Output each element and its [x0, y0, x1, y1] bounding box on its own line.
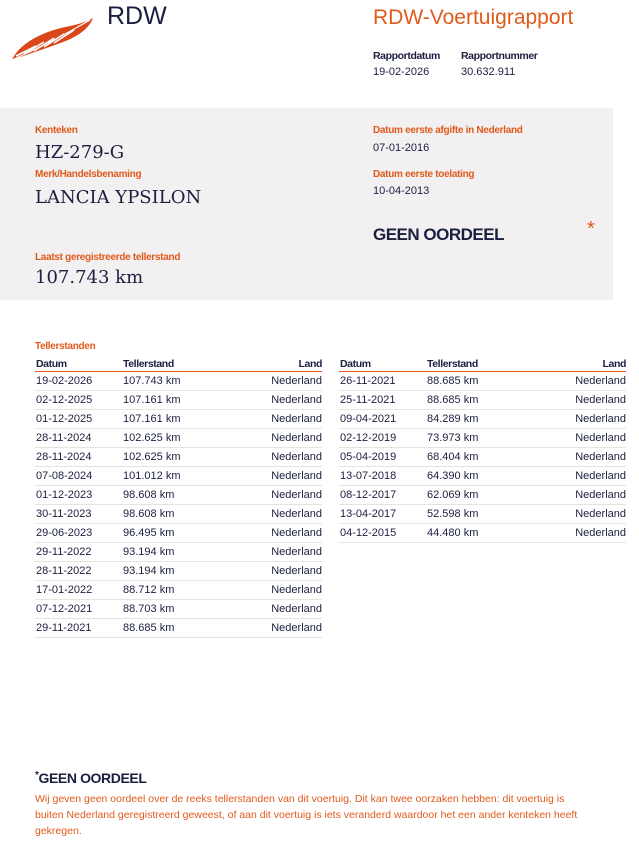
table-row	[339, 524, 626, 543]
make-label: Merk/Handelsbenaming	[35, 169, 142, 180]
column-header-country: Land	[537, 357, 626, 372]
cell-odometer: 98.608 km	[123, 505, 233, 524]
cell-odometer: 73.973 km	[427, 429, 537, 448]
footnote-title-text: GEEN OORDEEL	[38, 770, 147, 786]
cell-odometer: 102.625 km	[123, 429, 233, 448]
cell-country: Nederland	[233, 467, 322, 486]
table-header-row	[35, 357, 322, 372]
cell-date: 29-11-2022	[35, 543, 123, 562]
cell-date: 02-12-2019	[339, 429, 427, 448]
cell-date: 13-07-2018	[339, 467, 427, 486]
cell-odometer: 93.194 km	[123, 543, 233, 562]
cell-odometer: 88.712 km	[123, 581, 233, 600]
table-row	[339, 486, 626, 505]
cell-odometer: 101.012 km	[123, 467, 233, 486]
cell-country: Nederland	[233, 581, 322, 600]
cell-date: 07-12-2021	[35, 600, 123, 619]
table-row	[35, 486, 322, 505]
table-row	[35, 505, 322, 524]
cell-odometer: 64.390 km	[427, 467, 537, 486]
table-row	[339, 410, 626, 429]
cell-odometer: 98.608 km	[123, 486, 233, 505]
table-row	[35, 467, 322, 486]
cell-country: Nederland	[537, 391, 626, 410]
cell-odometer: 102.625 km	[123, 448, 233, 467]
first-reg-nl-value: 07-01-2016	[373, 142, 430, 154]
verdict: GEEN OORDEEL	[373, 225, 504, 244]
report-date-label: Rapportdatum	[373, 50, 440, 62]
cell-date: 08-12-2017	[339, 486, 427, 505]
cell-date: 17-01-2022	[35, 581, 123, 600]
first-admission-label: Datum eerste toelating	[373, 169, 475, 180]
cell-country: Nederland	[233, 429, 322, 448]
odometer-section-title: Tellerstanden	[35, 341, 96, 352]
cell-country: Nederland	[537, 372, 626, 391]
make-value: LANCIA YPSILON	[35, 187, 202, 208]
cell-date: 30-11-2023	[35, 505, 123, 524]
plate-label: Kenteken	[35, 125, 78, 136]
cell-date: 07-08-2024	[35, 467, 123, 486]
cell-country: Nederland	[537, 524, 626, 543]
cell-odometer: 96.495 km	[123, 524, 233, 543]
cell-country: Nederland	[537, 467, 626, 486]
cell-odometer: 107.743 km	[123, 372, 233, 391]
cell-odometer: 88.685 km	[427, 391, 537, 410]
cell-country: Nederland	[233, 448, 322, 467]
cell-odometer: 68.404 km	[427, 448, 537, 467]
table-row	[339, 467, 626, 486]
report-date: 19-02-2026	[373, 66, 430, 78]
table-row	[35, 429, 322, 448]
last-odometer-label: Laatst geregistreerde tellerstand	[35, 252, 181, 263]
column-header-date: Datum	[35, 357, 123, 372]
cell-country: Nederland	[233, 505, 322, 524]
report-number-label: Rapportnummer	[461, 50, 538, 62]
table-row	[339, 372, 626, 391]
cell-odometer: 62.069 km	[427, 486, 537, 505]
cell-date: 05-04-2019	[339, 448, 427, 467]
first-reg-nl-label: Datum eerste afgifte in Nederland	[373, 125, 523, 136]
cell-odometer: 107.161 km	[123, 410, 233, 429]
cell-date: 13-04-2017	[339, 505, 427, 524]
cell-odometer: 52.598 km	[427, 505, 537, 524]
column-header-odometer: Tellerstand	[123, 357, 233, 372]
cell-country: Nederland	[233, 600, 322, 619]
report-title: RDW-Voertuigrapport	[373, 6, 574, 29]
cell-date: 26-11-2021	[339, 372, 427, 391]
column-header-country: Land	[233, 357, 322, 372]
table-row	[339, 448, 626, 467]
cell-date: 28-11-2022	[35, 562, 123, 581]
table-row	[35, 448, 322, 467]
table-row	[35, 619, 322, 638]
cell-date: 01-12-2023	[35, 486, 123, 505]
first-admission-value: 10-04-2013	[373, 185, 430, 197]
cell-country: Nederland	[537, 410, 626, 429]
cell-date: 04-12-2015	[339, 524, 427, 543]
column-header-odometer: Tellerstand	[427, 357, 537, 372]
cell-date: 28-11-2024	[35, 429, 123, 448]
table-header-row	[339, 357, 626, 372]
cell-country: Nederland	[233, 543, 322, 562]
table-row	[339, 429, 626, 448]
cell-odometer: 88.685 km	[123, 619, 233, 638]
cell-odometer: 88.703 km	[123, 600, 233, 619]
footnote-marker: *	[35, 770, 39, 781]
cell-country: Nederland	[233, 391, 322, 410]
last-odometer-value: 107.743 km	[35, 267, 144, 288]
cell-date: 09-04-2021	[339, 410, 427, 429]
table-row	[35, 391, 322, 410]
column-header-date: Datum	[339, 357, 427, 372]
table-row	[35, 543, 322, 562]
cell-country: Nederland	[537, 486, 626, 505]
footnote-title	[35, 770, 147, 786]
table-row	[35, 410, 322, 429]
table-row	[35, 600, 322, 619]
report-number: 30.632.911	[461, 66, 516, 78]
cell-date: 28-11-2024	[35, 448, 123, 467]
cell-date: 29-11-2021	[35, 619, 123, 638]
cell-date: 01-12-2025	[35, 410, 123, 429]
cell-country: Nederland	[537, 429, 626, 448]
footnote-text: Wij geven geen oordeel over de reeks tellerstanden van dit voertuig. Dit kan twee oorzaken hebben: dit voertuig is buiten Nederland geregistreerd geweest, of aan dit voertuig is iets veranderd waardoor het een ander kenteken heeft gekregen.	[35, 793, 578, 837]
cell-country: Nederland	[537, 505, 626, 524]
cell-odometer: 88.685 km	[427, 372, 537, 391]
cell-country: Nederland	[233, 619, 322, 638]
cell-odometer: 107.161 km	[123, 391, 233, 410]
cell-date: 19-02-2026	[35, 372, 123, 391]
table-row	[35, 581, 322, 600]
cell-country: Nederland	[233, 410, 322, 429]
table-row	[339, 391, 626, 410]
cell-odometer: 84.289 km	[427, 410, 537, 429]
brand-name: RDW	[107, 2, 167, 30]
table-row	[35, 372, 322, 391]
verdict-marker: *	[587, 218, 595, 240]
cell-odometer: 93.194 km	[123, 562, 233, 581]
cell-country: Nederland	[233, 372, 322, 391]
cell-odometer: 44.480 km	[427, 524, 537, 543]
cell-date: 25-11-2021	[339, 391, 427, 410]
table-row	[35, 524, 322, 543]
rdw-feather-logo-icon	[10, 16, 94, 62]
cell-country: Nederland	[233, 524, 322, 543]
odometer-table-right	[339, 357, 626, 543]
cell-country: Nederland	[233, 486, 322, 505]
cell-date: 02-12-2025	[35, 391, 123, 410]
odometer-table-left	[35, 357, 322, 638]
table-row	[35, 562, 322, 581]
table-row	[339, 505, 626, 524]
cell-country: Nederland	[233, 562, 322, 581]
cell-date: 29-06-2023	[35, 524, 123, 543]
plate-value: HZ-279-G	[35, 142, 125, 163]
cell-country: Nederland	[537, 448, 626, 467]
